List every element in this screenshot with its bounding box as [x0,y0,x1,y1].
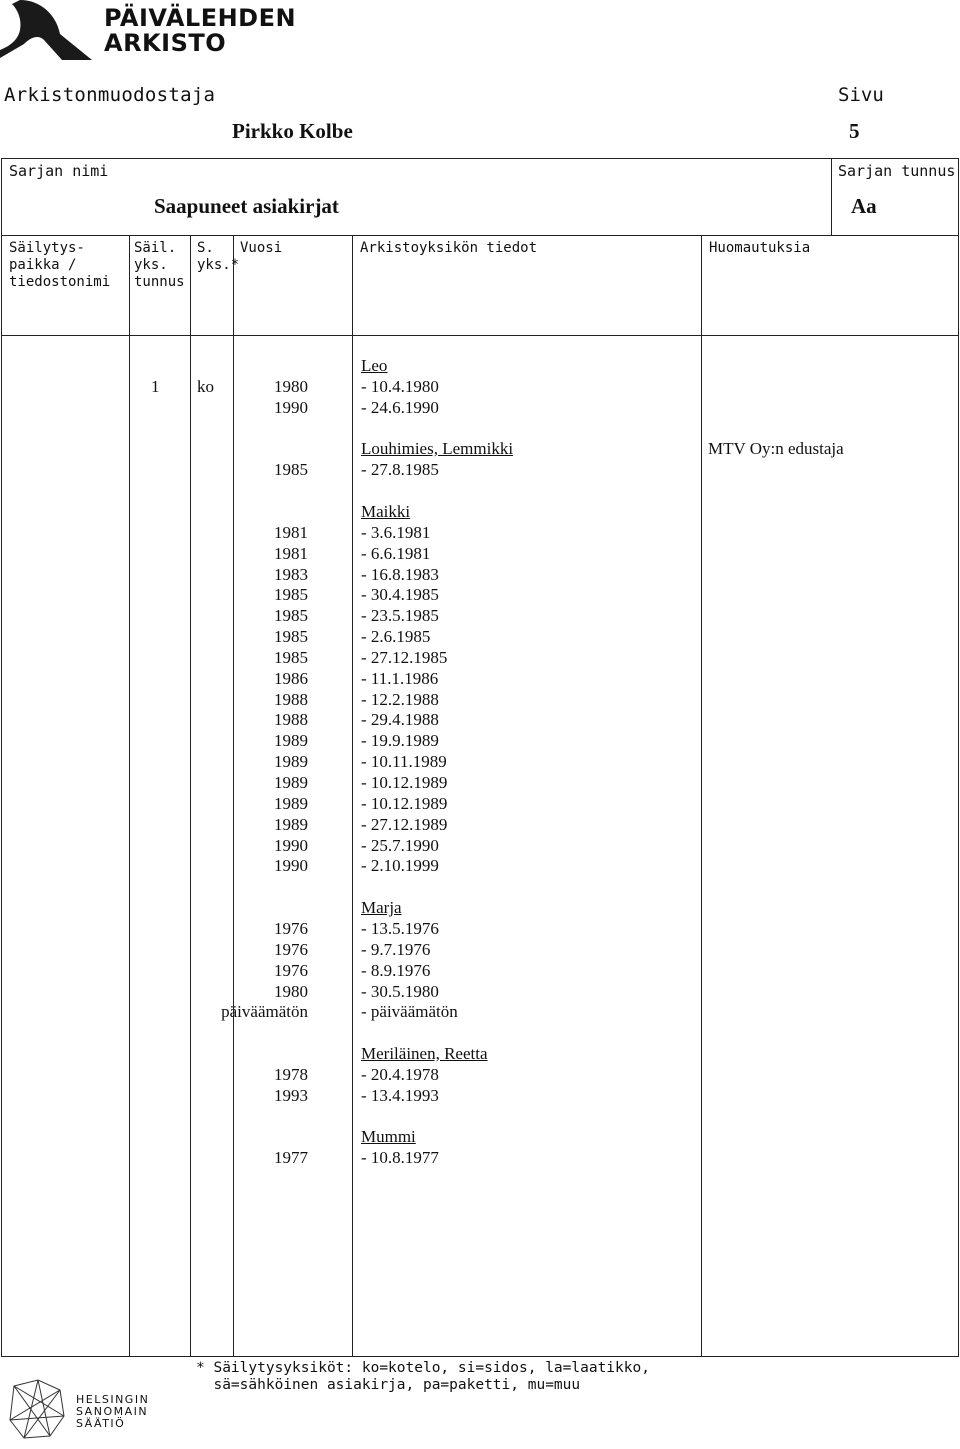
row-person-name: Maikki [361,502,411,521]
row-year: 1985 [274,585,308,604]
column-divider [129,236,130,1357]
foundation-line-1: HELSINGIN [76,1393,150,1406]
column-header-notes: Huomautuksia [709,240,811,256]
row-date-range: - 13.5.1976 [361,919,439,938]
foundation-line-3: SÄÄTIÖ [76,1417,126,1430]
row-date-range: - 20.4.1978 [361,1065,439,1084]
logo-line-1: PÄIVÄLEHDEN [104,4,297,32]
series-name: Saapuneet asiakirjat [154,194,339,218]
page-label: Sivu [838,84,884,106]
foundation-logo-text [76,1394,149,1430]
row-year: päiväämätön [221,1002,308,1021]
archive-table [1,236,959,1357]
row-date-range: - 19.9.1989 [361,731,439,750]
row-date-range: - 10.11.1989 [361,752,447,771]
row-date-range: - 27.12.1989 [361,815,448,834]
row-year: 1981 [274,523,308,542]
series-divider [831,158,832,236]
row-note: MTV Oy:n edustaja [708,439,844,458]
row-date-range: - 12.2.1988 [361,690,439,709]
series-code-label: Sarjan tunnus [838,162,956,180]
row-date-range: - 29.4.1988 [361,710,439,729]
row-date-range: - 10.8.1977 [361,1148,439,1167]
row-date-range: - päiväämätön [361,1002,458,1021]
row-date-range: - 27.8.1985 [361,460,439,479]
row-year: 1985 [274,460,308,479]
unit-number: 1 [151,377,160,396]
row-year: 1985 [274,606,308,625]
row-date-range: - 8.9.1976 [361,961,431,980]
row-year: 1976 [274,940,308,959]
footnote: * Säilytysyksiköt: ko=kotelo, si=sidos, la=laatikko, sä=sähköinen asiakirja, pa=paketti, mu=muu [196,1360,650,1393]
archive-logo-text [104,6,296,56]
row-year: 1976 [274,961,308,980]
row-date-range: - 10.12.1989 [361,794,448,813]
archive-creator-label: Arkistonmuodostaja [4,84,216,106]
row-date-range: - 2.6.1985 [361,627,431,646]
row-date-range: - 9.7.1976 [361,940,431,959]
column-header-unit-info: Arkistoyksikön tiedot [360,240,538,256]
row-year: 1988 [274,710,308,729]
series-box [1,158,959,236]
row-year: 1989 [274,731,308,750]
row-year: 1980 [274,982,308,1001]
row-year: 1989 [274,752,308,771]
foundation-line-2: SANOMAIN [76,1405,149,1418]
logo-line-2: ARKISTO [104,29,227,57]
row-date-range: - 30.5.1980 [361,982,439,1001]
foundation-logo-icon [6,1376,68,1442]
column-header-unit-id: Säil. yks. tunnus [134,240,185,290]
row-date-range: - 2.10.1999 [361,856,439,875]
page-number: 5 [849,119,860,143]
header-divider [1,335,959,336]
row-date-range: - 3.6.1981 [361,523,431,542]
row-date-range: - 30.4.1985 [361,585,439,604]
row-date-range: - 6.6.1981 [361,544,431,563]
column-header-location: Säilytys- paikka / tiedostonimi [9,240,111,290]
row-person-name: Marja [361,898,402,917]
column-header-year: Vuosi [240,240,283,256]
column-divider [701,236,702,1357]
row-year: 1989 [274,815,308,834]
row-date-range: - 10.12.1989 [361,773,448,792]
row-person-name: Leo [361,356,388,375]
row-year: 1980 [274,377,308,396]
row-year: 1985 [274,627,308,646]
column-divider [190,236,191,1357]
unit-type: ko [197,377,214,396]
row-year: 1993 [274,1086,308,1105]
row-year: 1989 [274,794,308,813]
row-year: 1976 [274,919,308,938]
paivalehden-arkisto-logo-icon [0,0,92,60]
column-header-unit-type: S. yks.* [197,240,240,273]
row-date-range: - 13.4.1993 [361,1086,439,1105]
archive-creator-name: Pirkko Kolbe [232,119,353,143]
row-date-range: - 27.12.1985 [361,648,448,667]
row-date-range: - 23.5.1985 [361,606,439,625]
column-divider [352,236,353,1357]
row-year: 1981 [274,544,308,563]
row-date-range: - 11.1.1986 [361,669,439,688]
row-person-name: Louhimies, Lemmikki [361,439,514,458]
series-code: Aa [851,194,877,218]
row-year: 1990 [274,398,308,417]
row-year: 1977 [274,1148,308,1167]
row-person-name: Mummi [361,1127,416,1146]
row-year: 1983 [274,565,308,584]
row-date-range: - 10.4.1980 [361,377,439,396]
row-date-range: - 24.6.1990 [361,398,439,417]
row-date-range: - 25.7.1990 [361,836,439,855]
row-year: 1988 [274,690,308,709]
row-person-name: Meriläinen, Reetta [361,1044,488,1063]
series-name-label: Sarjan nimi [9,162,109,180]
row-year: 1990 [274,836,308,855]
row-year: 1986 [274,669,308,688]
row-year: 1989 [274,773,308,792]
row-date-range: - 16.8.1983 [361,565,439,584]
row-year: 1990 [274,856,308,875]
row-year: 1978 [274,1065,308,1084]
row-year: 1985 [274,648,308,667]
